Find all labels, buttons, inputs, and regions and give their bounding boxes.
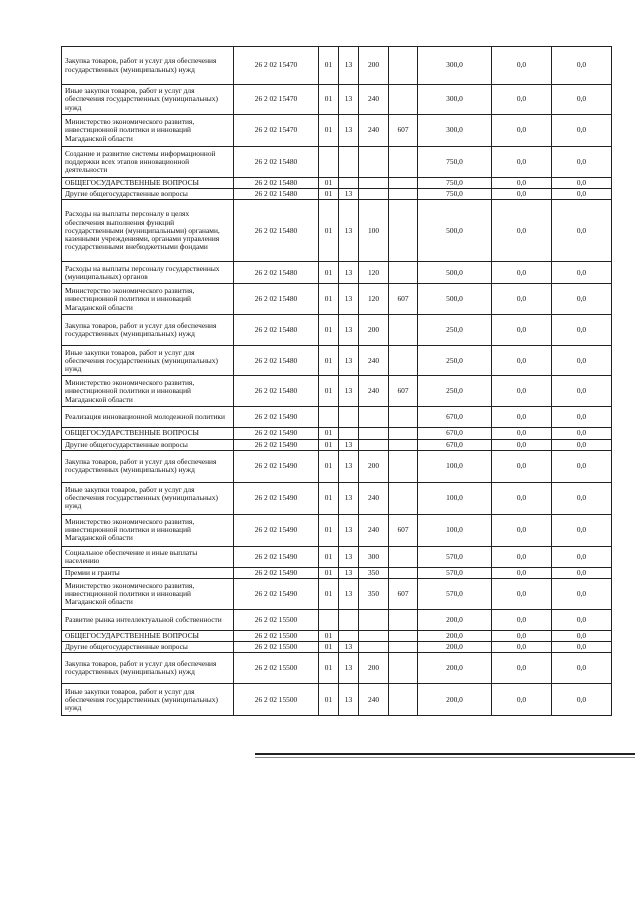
row-section-cell: 01 [319, 482, 339, 514]
table-row [62, 567, 612, 578]
table-row [62, 631, 612, 642]
row-sum-2-cell: 0,0 [492, 178, 552, 189]
row-sum-1-cell: 100,0 [418, 450, 492, 482]
row-name-cell: Министерство экономического развития, инвестиционной политики и инноваций Магаданской области [62, 514, 234, 546]
row-admin-code-cell [389, 653, 418, 684]
row-subsection-cell: 13 [339, 546, 359, 567]
row-section-cell: 01 [319, 376, 339, 407]
row-sum-2-cell: 0,0 [492, 115, 552, 147]
row-name-cell: Развитие рынка интеллектуальной собственности [62, 610, 234, 631]
row-sum-2-cell: 0,0 [492, 642, 552, 653]
row-sum-3-cell: 0,0 [552, 579, 612, 610]
row-sum-1-cell: 670,0 [418, 428, 492, 439]
row-sum-3-cell: 0,0 [552, 653, 612, 684]
row-sum-3-cell: 0,0 [552, 376, 612, 407]
row-sum-3-cell: 0,0 [552, 189, 612, 200]
table-row [62, 262, 612, 284]
row-sum-1-cell: 250,0 [418, 376, 492, 407]
row-sum-2-cell: 0,0 [492, 428, 552, 439]
row-expense-type-cell: 240 [359, 482, 389, 514]
row-section-cell: 01 [319, 47, 339, 85]
row-expense-type-cell [359, 631, 389, 642]
row-sum-3-cell: 0,0 [552, 610, 612, 631]
table-row [62, 428, 612, 439]
row-section-cell: 01 [319, 85, 339, 115]
row-sum-3-cell: 0,0 [552, 439, 612, 450]
row-expense-type-cell: 100 [359, 200, 389, 262]
row-sum-3-cell: 0,0 [552, 450, 612, 482]
row-sum-2-cell: 0,0 [492, 439, 552, 450]
budget-table-page [61, 46, 611, 716]
row-sum-3-cell: 0,0 [552, 642, 612, 653]
row-sum-2-cell: 0,0 [492, 376, 552, 407]
table-row [62, 439, 612, 450]
row-section-cell: 01 [319, 439, 339, 450]
row-name-cell: Иные закупки товаров, работ и услуг для обеспечения государственных (муниципальных) нужд [62, 684, 234, 716]
row-sum-3-cell: 0,0 [552, 567, 612, 578]
row-section-cell: 01 [319, 315, 339, 346]
row-sum-2-cell: 0,0 [492, 514, 552, 546]
row-section-cell: 01 [319, 178, 339, 189]
row-sum-2-cell: 0,0 [492, 482, 552, 514]
row-section-cell [319, 147, 339, 178]
row-subsection-cell: 13 [339, 567, 359, 578]
row-code-cell: 26 2 02 15500 [234, 642, 319, 653]
row-code-cell: 26 2 02 15500 [234, 653, 319, 684]
row-admin-code-cell [389, 684, 418, 716]
row-subsection-cell [339, 147, 359, 178]
row-name-cell: Иные закупки товаров, работ и услуг для обеспечения государственных (муниципальных) нужд [62, 85, 234, 115]
table-row [62, 115, 612, 147]
row-sum-1-cell: 250,0 [418, 315, 492, 346]
row-expense-type-cell: 240 [359, 376, 389, 407]
row-subsection-cell [339, 178, 359, 189]
row-code-cell: 26 2 02 15500 [234, 684, 319, 716]
row-code-cell: 26 2 02 15490 [234, 407, 319, 428]
row-name-cell: ОБЩЕГОСУДАРСТВЕННЫЕ ВОПРОСЫ [62, 428, 234, 439]
row-expense-type-cell [359, 610, 389, 631]
row-code-cell: 26 2 02 15490 [234, 579, 319, 610]
row-sum-2-cell: 0,0 [492, 631, 552, 642]
row-subsection-cell: 13 [339, 514, 359, 546]
row-name-cell: Другие общегосударственные вопросы [62, 439, 234, 450]
row-expense-type-cell: 300 [359, 546, 389, 567]
row-section-cell: 01 [319, 189, 339, 200]
row-sum-3-cell: 0,0 [552, 346, 612, 376]
row-admin-code-cell [389, 450, 418, 482]
row-admin-code-cell [389, 147, 418, 178]
row-expense-type-cell: 240 [359, 85, 389, 115]
row-admin-code-cell [389, 47, 418, 85]
row-code-cell: 26 2 02 15480 [234, 284, 319, 315]
row-subsection-cell [339, 631, 359, 642]
row-sum-3-cell: 0,0 [552, 115, 612, 147]
row-sum-1-cell: 570,0 [418, 546, 492, 567]
row-section-cell: 01 [319, 284, 339, 315]
row-name-cell: Другие общегосударственные вопросы [62, 189, 234, 200]
row-section-cell: 01 [319, 567, 339, 578]
row-name-cell: Закупка товаров, работ и услуг для обеспечения государственных (муниципальных) нужд [62, 653, 234, 684]
row-admin-code-cell: 607 [389, 115, 418, 147]
table-row [62, 178, 612, 189]
row-subsection-cell: 13 [339, 200, 359, 262]
row-expense-type-cell [359, 189, 389, 200]
row-code-cell: 26 2 02 15490 [234, 428, 319, 439]
row-admin-code-cell [389, 546, 418, 567]
row-sum-2-cell: 0,0 [492, 315, 552, 346]
row-sum-1-cell: 750,0 [418, 178, 492, 189]
row-sum-2-cell: 0,0 [492, 189, 552, 200]
row-subsection-cell: 13 [339, 262, 359, 284]
row-name-cell: Создание и развитие системы информационной поддержки всех этапов инновационной деятельности [62, 147, 234, 178]
row-code-cell: 26 2 02 15500 [234, 631, 319, 642]
row-name-cell: Расходы на выплаты персоналу государственных (муниципальных) органов [62, 262, 234, 284]
row-admin-code-cell [389, 482, 418, 514]
table-row [62, 315, 612, 346]
row-sum-2-cell: 0,0 [492, 579, 552, 610]
row-section-cell: 01 [319, 346, 339, 376]
row-expense-type-cell: 200 [359, 47, 389, 85]
row-sum-1-cell: 100,0 [418, 514, 492, 546]
row-sum-1-cell: 200,0 [418, 631, 492, 642]
table-row [62, 653, 612, 684]
row-sum-2-cell: 0,0 [492, 346, 552, 376]
row-name-cell: Реализация инновационной молодежной политики [62, 407, 234, 428]
row-name-cell: Закупка товаров, работ и услуг для обеспечения государственных (муниципальных) нужд [62, 450, 234, 482]
row-admin-code-cell [389, 631, 418, 642]
row-name-cell: Иные закупки товаров, работ и услуг для обеспечения государственных (муниципальных) нужд [62, 346, 234, 376]
row-sum-2-cell: 0,0 [492, 47, 552, 85]
row-section-cell: 01 [319, 546, 339, 567]
row-sum-1-cell: 750,0 [418, 147, 492, 178]
row-sum-3-cell: 0,0 [552, 546, 612, 567]
row-admin-code-cell [389, 178, 418, 189]
row-name-cell: Министерство экономического развития, инвестиционной политики и инноваций Магаданской области [62, 115, 234, 147]
row-subsection-cell: 13 [339, 115, 359, 147]
row-code-cell: 26 2 02 15500 [234, 610, 319, 631]
row-section-cell: 01 [319, 262, 339, 284]
row-code-cell: 26 2 02 15480 [234, 178, 319, 189]
row-subsection-cell: 13 [339, 482, 359, 514]
row-subsection-cell: 13 [339, 346, 359, 376]
table-row [62, 642, 612, 653]
row-name-cell: Другие общегосударственные вопросы [62, 642, 234, 653]
row-admin-code-cell: 607 [389, 514, 418, 546]
row-sum-3-cell: 0,0 [552, 407, 612, 428]
row-sum-1-cell: 200,0 [418, 684, 492, 716]
row-admin-code-cell [389, 610, 418, 631]
row-admin-code-cell [389, 189, 418, 200]
table-row [62, 85, 612, 115]
row-section-cell: 01 [319, 514, 339, 546]
row-sum-1-cell: 300,0 [418, 85, 492, 115]
row-subsection-cell: 13 [339, 315, 359, 346]
row-section-cell: 01 [319, 642, 339, 653]
row-sum-3-cell: 0,0 [552, 428, 612, 439]
row-subsection-cell: 13 [339, 85, 359, 115]
row-subsection-cell: 13 [339, 684, 359, 716]
row-code-cell: 26 2 02 15490 [234, 567, 319, 578]
row-subsection-cell: 13 [339, 189, 359, 200]
row-name-cell: Расходы на выплаты персоналу в целях обеспечения выполнения функций государственными (муниципальными) органами, казенными учреждениями, органами управления государственными внебюджетными фондами [62, 200, 234, 262]
table-row [62, 450, 612, 482]
row-sum-1-cell: 670,0 [418, 439, 492, 450]
row-subsection-cell [339, 407, 359, 428]
row-section-cell [319, 610, 339, 631]
row-admin-code-cell [389, 567, 418, 578]
row-sum-1-cell: 200,0 [418, 610, 492, 631]
row-code-cell: 26 2 02 15480 [234, 189, 319, 200]
table-row [62, 546, 612, 567]
row-code-cell: 26 2 02 15470 [234, 115, 319, 147]
row-code-cell: 26 2 02 15470 [234, 47, 319, 85]
row-expense-type-cell [359, 147, 389, 178]
table-row [62, 610, 612, 631]
row-code-cell: 26 2 02 15470 [234, 85, 319, 115]
row-sum-1-cell: 100,0 [418, 482, 492, 514]
row-admin-code-cell: 607 [389, 579, 418, 610]
row-admin-code-cell [389, 407, 418, 428]
row-sum-2-cell: 0,0 [492, 684, 552, 716]
row-name-cell: Министерство экономического развития, инвестиционной политики и инноваций Магаданской области [62, 376, 234, 407]
row-admin-code-cell [389, 315, 418, 346]
row-name-cell: Иные закупки товаров, работ и услуг для обеспечения государственных (муниципальных) нужд [62, 482, 234, 514]
table-row [62, 376, 612, 407]
row-name-cell: Премии и гранты [62, 567, 234, 578]
row-admin-code-cell: 607 [389, 284, 418, 315]
row-expense-type-cell: 350 [359, 567, 389, 578]
row-code-cell: 26 2 02 15490 [234, 450, 319, 482]
row-sum-2-cell: 0,0 [492, 407, 552, 428]
table-row [62, 47, 612, 85]
row-sum-1-cell: 750,0 [418, 189, 492, 200]
row-sum-2-cell: 0,0 [492, 262, 552, 284]
row-subsection-cell: 13 [339, 284, 359, 315]
row-sum-1-cell: 500,0 [418, 284, 492, 315]
row-admin-code-cell [389, 262, 418, 284]
row-admin-code-cell [389, 439, 418, 450]
row-sum-3-cell: 0,0 [552, 315, 612, 346]
table-row [62, 579, 612, 610]
row-name-cell: Министерство экономического развития, инвестиционной политики и инноваций Магаданской области [62, 579, 234, 610]
row-sum-3-cell: 0,0 [552, 85, 612, 115]
row-subsection-cell [339, 428, 359, 439]
row-code-cell: 26 2 02 15480 [234, 315, 319, 346]
budget-table [61, 46, 612, 716]
row-expense-type-cell: 240 [359, 514, 389, 546]
row-sum-2-cell: 0,0 [492, 200, 552, 262]
row-admin-code-cell [389, 642, 418, 653]
row-subsection-cell [339, 610, 359, 631]
row-sum-3-cell: 0,0 [552, 200, 612, 262]
row-section-cell: 01 [319, 428, 339, 439]
page-bottom-rule [255, 753, 635, 755]
row-sum-2-cell: 0,0 [492, 85, 552, 115]
table-row [62, 189, 612, 200]
row-subsection-cell: 13 [339, 642, 359, 653]
row-section-cell [319, 407, 339, 428]
table-row [62, 482, 612, 514]
row-name-cell: Закупка товаров, работ и услуг для обеспечения государственных (муниципальных) нужд [62, 47, 234, 85]
row-subsection-cell: 13 [339, 653, 359, 684]
table-row [62, 514, 612, 546]
row-sum-3-cell: 0,0 [552, 684, 612, 716]
row-code-cell: 26 2 02 15490 [234, 482, 319, 514]
row-sum-3-cell: 0,0 [552, 482, 612, 514]
row-expense-type-cell: 240 [359, 684, 389, 716]
row-name-cell: ОБЩЕГОСУДАРСТВЕННЫЕ ВОПРОСЫ [62, 178, 234, 189]
row-code-cell: 26 2 02 15490 [234, 546, 319, 567]
row-section-cell: 01 [319, 631, 339, 642]
row-sum-3-cell: 0,0 [552, 147, 612, 178]
row-expense-type-cell: 240 [359, 115, 389, 147]
row-section-cell: 01 [319, 200, 339, 262]
row-expense-type-cell [359, 178, 389, 189]
row-name-cell: ОБЩЕГОСУДАРСТВЕННЫЕ ВОПРОСЫ [62, 631, 234, 642]
row-sum-1-cell: 300,0 [418, 47, 492, 85]
row-code-cell: 26 2 02 15480 [234, 200, 319, 262]
row-subsection-cell: 13 [339, 579, 359, 610]
row-sum-1-cell: 570,0 [418, 579, 492, 610]
row-sum-2-cell: 0,0 [492, 567, 552, 578]
row-sum-2-cell: 0,0 [492, 284, 552, 315]
row-expense-type-cell: 350 [359, 579, 389, 610]
row-expense-type-cell: 240 [359, 346, 389, 376]
row-name-cell: Закупка товаров, работ и услуг для обеспечения государственных (муниципальных) нужд [62, 315, 234, 346]
row-subsection-cell: 13 [339, 376, 359, 407]
row-sum-1-cell: 250,0 [418, 346, 492, 376]
row-expense-type-cell [359, 407, 389, 428]
row-subsection-cell: 13 [339, 439, 359, 450]
row-admin-code-cell [389, 428, 418, 439]
row-subsection-cell: 13 [339, 47, 359, 85]
row-sum-3-cell: 0,0 [552, 262, 612, 284]
row-sum-2-cell: 0,0 [492, 610, 552, 631]
row-sum-3-cell: 0,0 [552, 47, 612, 85]
row-section-cell: 01 [319, 579, 339, 610]
budget-table-body [62, 47, 612, 716]
row-code-cell: 26 2 02 15480 [234, 147, 319, 178]
table-row [62, 200, 612, 262]
row-sum-1-cell: 300,0 [418, 115, 492, 147]
row-expense-type-cell: 200 [359, 450, 389, 482]
row-expense-type-cell: 200 [359, 653, 389, 684]
row-section-cell: 01 [319, 450, 339, 482]
row-code-cell: 26 2 02 15480 [234, 262, 319, 284]
row-sum-1-cell: 200,0 [418, 653, 492, 684]
table-row [62, 346, 612, 376]
table-row [62, 684, 612, 716]
row-admin-code-cell [389, 346, 418, 376]
row-sum-2-cell: 0,0 [492, 450, 552, 482]
table-row [62, 284, 612, 315]
row-expense-type-cell: 120 [359, 262, 389, 284]
row-sum-3-cell: 0,0 [552, 284, 612, 315]
row-expense-type-cell: 200 [359, 315, 389, 346]
row-sum-2-cell: 0,0 [492, 546, 552, 567]
row-expense-type-cell: 120 [359, 284, 389, 315]
row-sum-3-cell: 0,0 [552, 514, 612, 546]
row-code-cell: 26 2 02 15480 [234, 376, 319, 407]
row-section-cell: 01 [319, 684, 339, 716]
row-expense-type-cell [359, 439, 389, 450]
row-section-cell: 01 [319, 115, 339, 147]
row-admin-code-cell [389, 200, 418, 262]
row-sum-1-cell: 570,0 [418, 567, 492, 578]
row-name-cell: Министерство экономического развития, инвестиционной политики и инноваций Магаданской области [62, 284, 234, 315]
row-sum-2-cell: 0,0 [492, 653, 552, 684]
row-expense-type-cell [359, 642, 389, 653]
row-admin-code-cell: 607 [389, 376, 418, 407]
row-sum-1-cell: 500,0 [418, 262, 492, 284]
row-code-cell: 26 2 02 15480 [234, 346, 319, 376]
page-bottom-rule-thin [255, 757, 635, 758]
row-name-cell: Социальное обеспечение и иные выплаты населению [62, 546, 234, 567]
row-code-cell: 26 2 02 15490 [234, 514, 319, 546]
row-admin-code-cell [389, 85, 418, 115]
table-row [62, 407, 612, 428]
row-sum-1-cell: 500,0 [418, 200, 492, 262]
row-expense-type-cell [359, 428, 389, 439]
row-sum-3-cell: 0,0 [552, 631, 612, 642]
row-sum-1-cell: 200,0 [418, 642, 492, 653]
row-code-cell: 26 2 02 15490 [234, 439, 319, 450]
row-sum-2-cell: 0,0 [492, 147, 552, 178]
row-section-cell: 01 [319, 653, 339, 684]
table-row [62, 147, 612, 178]
row-subsection-cell: 13 [339, 450, 359, 482]
row-sum-3-cell: 0,0 [552, 178, 612, 189]
row-sum-1-cell: 670,0 [418, 407, 492, 428]
